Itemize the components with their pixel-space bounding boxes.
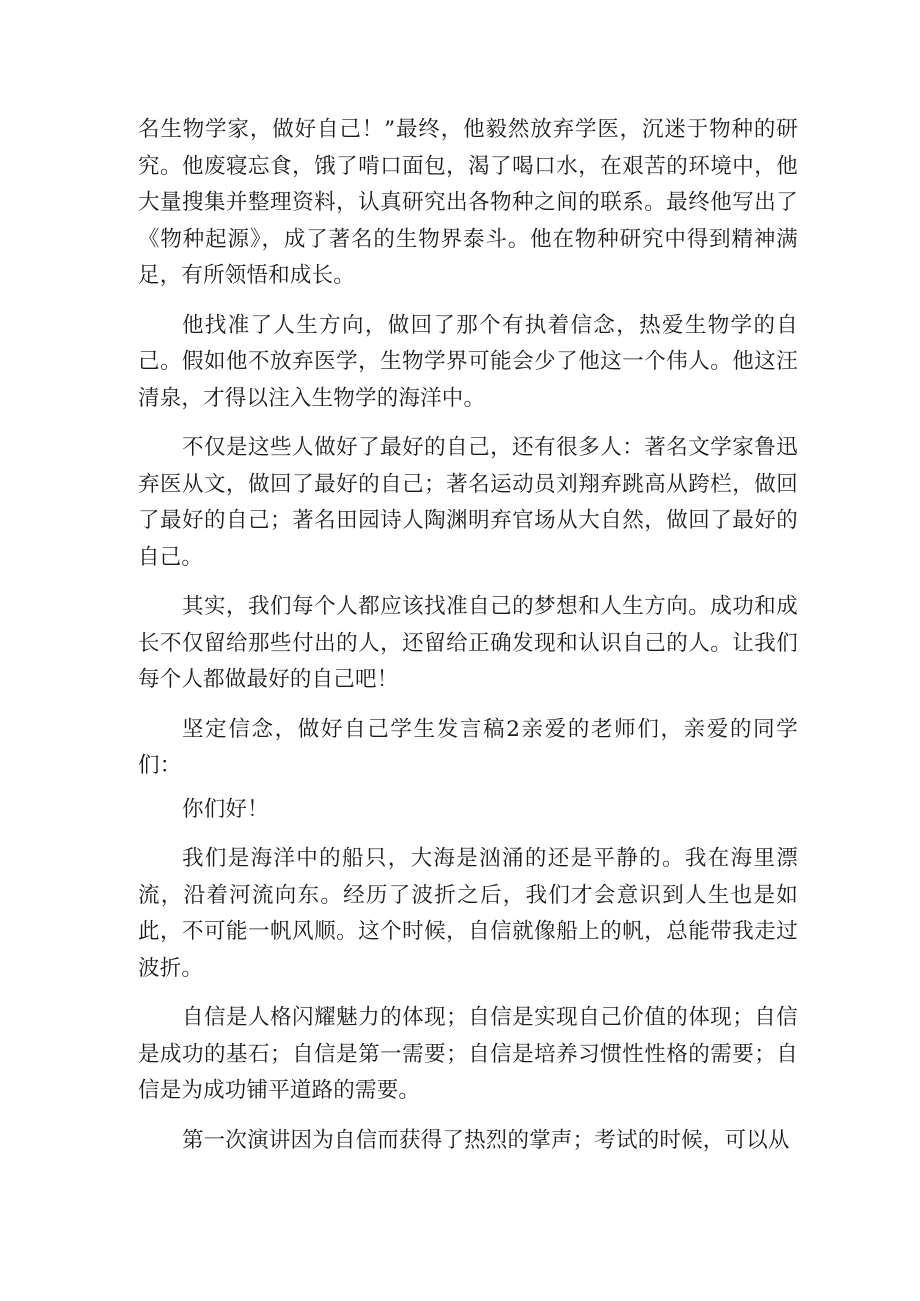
paragraph-confidence-list: 自信是人格闪耀魅力的体现；自信是实现自己价值的体现；自信是成功的基石；自信是第一需要；自信是培养习惯性性格的需要；自信是为成功铺平道路的需要。 (138, 1005, 798, 1103)
paragraph-other-examples: 不仅是这些人做好了最好的自己，还有很多人：著名文学家鲁迅弃医从文，做回了最好的自己；著名运动员刘翔弃跳高从跨栏，做回了最好的自己；著名田园诗人陶渊明弃官场从大自然，做回了最好的自己。 (138, 435, 798, 570)
speech-title-greeting: 坚定信念，做好自己学生发言稿2亲爱的老师们，亲爱的同学们： (138, 716, 798, 778)
paragraph-life-direction: 他找准了人生方向，做回了那个有执着信念，热爱生物学的自己。假如他不放弃医学，生物学界可能会少了他这一个伟人。他这汪清泉，才得以注入生物学的海洋中。 (138, 312, 798, 411)
speech-hello: 你们好！ (182, 796, 269, 822)
paragraph-conclusion: 其实，我们每个人都应该找准自己的梦想和人生方向。成功和成长不仅留给那些付出的人，还留给正确发现和认识自己的人。让我们每个人都做最好的自己吧！ (138, 594, 798, 692)
paragraph-ship-metaphor: 我们是海洋中的船只，大海是汹涌的还是平静的。我在海里漂流，沿着河流向东。经历了波折之后，我们才会意识到人生也是如此，不可能一帆风顺。这个时候，自信就像船上的帆，总能带我走过波折。 (138, 846, 798, 981)
document-body (138, 112, 798, 1159)
paragraph-darwin-research: 名生物学家，做好自己！”最终，他毅然放弃学医，沉迷于物种的研究。他废寝忘食，饿了啃口面包，渴了喝口水，在艰苦的环境中，他大量搜集并整理资料，认真研究出各物种之间的联系。最终他写出了《物种起源》，成了著名的生物界泰斗。他在物种研究中得到精神满足，有所领悟和成长。 (138, 117, 798, 288)
paragraph-first-speech: 第一次演讲因为自信而获得了热烈的掌声；考试的时候，可以从 (182, 1127, 790, 1153)
